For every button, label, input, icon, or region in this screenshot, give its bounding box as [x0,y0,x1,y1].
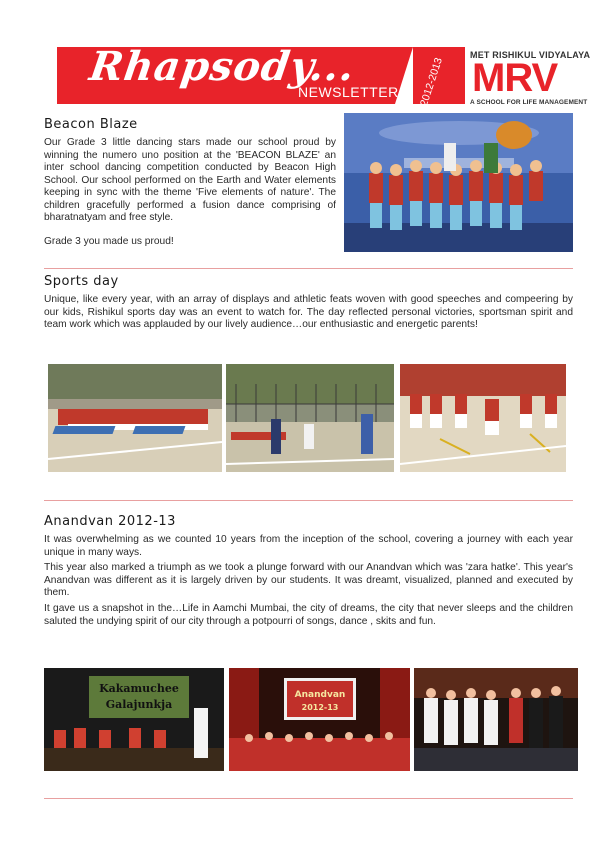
anandvan-photo-2 [229,668,410,771]
anandvan-photo-1 [44,668,224,771]
beacon-paragraph-2: Grade 3 you made us proud! [44,236,174,247]
anandvan-paragraph-1: It was overwhelming as we counted 10 years from the inception of the school, covering a journey with each year unique in many ways. [44,534,573,558]
screen-text-line-1: Anandvan [294,690,346,700]
beacon-heading: Beacon Blaze [44,117,138,132]
section-divider-2 [44,500,573,501]
section-divider-3 [44,798,573,799]
anandvan-paragraph-3: It gave us a snapshot in the…Life in Aamchi Mumbai, the city of dreams, the city that never sleeps and the children saluted the undying spirit of our city through a potpourri of songs, dance , skits and fun. [44,603,573,627]
newsletter-title: Rhapsody... [86,43,359,90]
stage-sign-line-2: Galajunkja [105,698,173,711]
school-logo: MRV [472,56,558,100]
newsletter-subtitle: NEWSLETTER [298,84,399,100]
beacon-blaze-photo [344,113,573,252]
newsletter-year: 2012-2013 [418,56,445,108]
anandvan-photo-3 [414,668,578,771]
sports-photo-2 [226,364,394,472]
school-name: MET RISHIKUL VIDYALAYA [470,50,591,60]
sports-heading: Sports day [44,274,119,289]
beacon-paragraph-1: Our Grade 3 little dancing stars made our school proud by winning the numero uno position at the 'BEACON BLAZE' an inter school dancing competition conducted by Beacon High School. Our school performed on the Earth and Water elements keeping in sync with the theme 'Five elements of nature'. The children gracefully performed a fusion dance comprising of bharatnatyam and free style. [44,137,336,223]
section-divider-1 [44,268,573,269]
anandvan-heading: Anandvan 2012-13 [44,514,176,529]
anandvan-paragraph-2: This year also marked a triumph as we took a plunge forward with our Anandvan which was 'zara hatke'. This year's Anandvan was different as it is largely driven by our students. It was dreamt, visualized, planned and executed by them. [44,562,573,598]
sports-photo-3 [400,364,566,472]
school-tagline: A SCHOOL FOR LIFE MANAGEMENT [470,99,588,106]
stage-sign-line-1: Kakamuchee [99,682,179,695]
sports-photo-1 [48,364,222,472]
screen-text-line-2: 2012-13 [301,703,339,712]
sports-paragraph: Unique, like every year, with an array of displays and athletic feats woven with good speeches and compeering by our kids, Rishikul sports day was an event to watch for. The day reflected personal victories, sportsman spirit and team work which was applauded by our lively audience…our enthusiastic and energetic parents! [44,294,573,330]
